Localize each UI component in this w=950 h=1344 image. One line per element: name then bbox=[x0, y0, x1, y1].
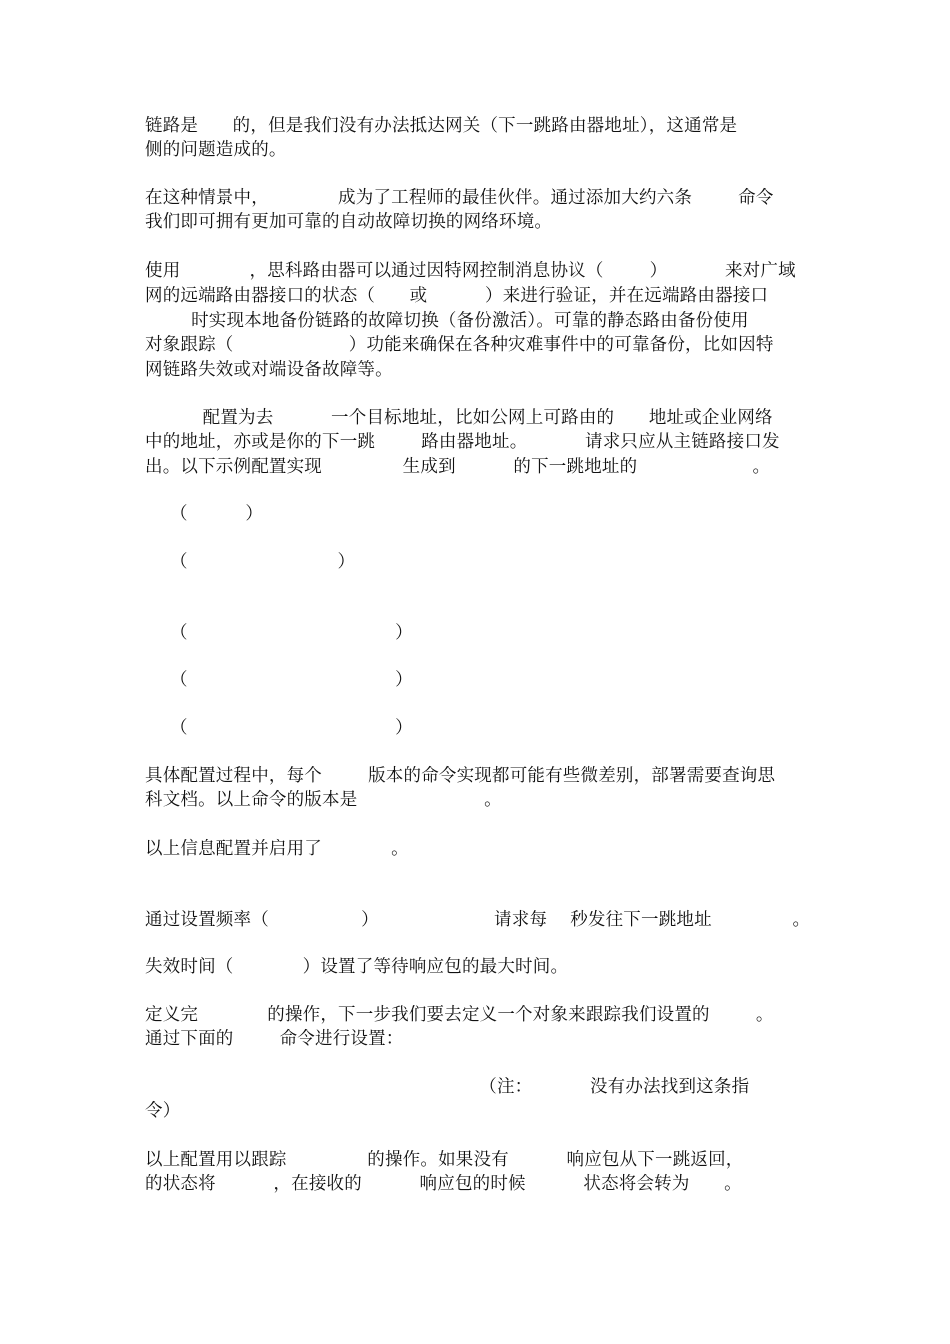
text-line: （注： 没有办法找到这条指 bbox=[145, 1077, 750, 1097]
text-line: 中的地址，亦或是你的下一跳 路由器地址。 请求只应从主链路接口发 bbox=[145, 432, 780, 452]
text-line: 科文档。以上命令的版本是 。 bbox=[145, 790, 502, 810]
text-line: 令） bbox=[145, 1101, 181, 1121]
text-line: （ ） bbox=[170, 552, 356, 572]
text-line: 时实现本地备份链路的故障切换（备份激活）。可靠的静态路由备份使用 bbox=[145, 311, 749, 331]
text-line: 使用 ，思科路由器可以通过因特网控制消息协议（ ） 来对广域 bbox=[145, 261, 796, 281]
text-line: 配置为去 一个目标地址，比如公网上可路由的 地址或企业网络 bbox=[145, 408, 773, 428]
text-line: 链路是 的，但是我们没有办法抵达网关（下一跳路由器地址），这通常是 bbox=[145, 116, 738, 136]
text-line: 以上配置用以跟踪 的操作。如果没有 响应包从下一跳返回， bbox=[145, 1150, 744, 1170]
text-line: 失效时间（ ）设置了等待响应包的最大时间。 bbox=[145, 957, 569, 977]
text-line: 的状态将 ，在接收的 响应包的时候 状态将会转为 。 bbox=[145, 1174, 742, 1194]
text-line: 对象跟踪（ ）功能来确保在各种灾难事件中的可靠备份，比如因特 bbox=[145, 335, 774, 355]
text-line: （ ） bbox=[170, 670, 413, 690]
text-line: 通过设置频率（ ） 请求每 秒发往下一跳地址 。 bbox=[145, 910, 811, 930]
text-line: （ ） bbox=[170, 718, 413, 738]
text-line: （ ） bbox=[170, 504, 264, 524]
text-line: 网链路失效或对端设备故障等。 bbox=[145, 360, 393, 380]
text-line: 侧的问题造成的。 bbox=[145, 140, 287, 160]
text-line: （ ） bbox=[170, 623, 413, 643]
text-line: 在这种情景中， 成为了工程师的最佳伙伴。通过添加大约六条 命令 bbox=[145, 188, 774, 208]
text-line: 我们即可拥有更加可靠的自动故障切换的网络环境。 bbox=[145, 212, 553, 232]
text-line: 具体配置过程中，每个 版本的命令实现都可能有些微差别，部署需要查询思 bbox=[145, 766, 776, 786]
text-line: 网的远端路由器接口的状态（ 或 ）来进行验证，并在远端路由器接口 bbox=[145, 286, 769, 306]
text-line: 以上信息配置并启用了 。 bbox=[145, 839, 409, 859]
text-line: 定义完 的操作，下一步我们要去定义一个对象来跟踪我们设置的 。 bbox=[145, 1005, 774, 1025]
text-line: 通过下面的 命令进行设置： bbox=[145, 1029, 404, 1049]
text-line: 出。以下示例配置实现 生成到 的下一跳地址的 。 bbox=[145, 457, 771, 477]
